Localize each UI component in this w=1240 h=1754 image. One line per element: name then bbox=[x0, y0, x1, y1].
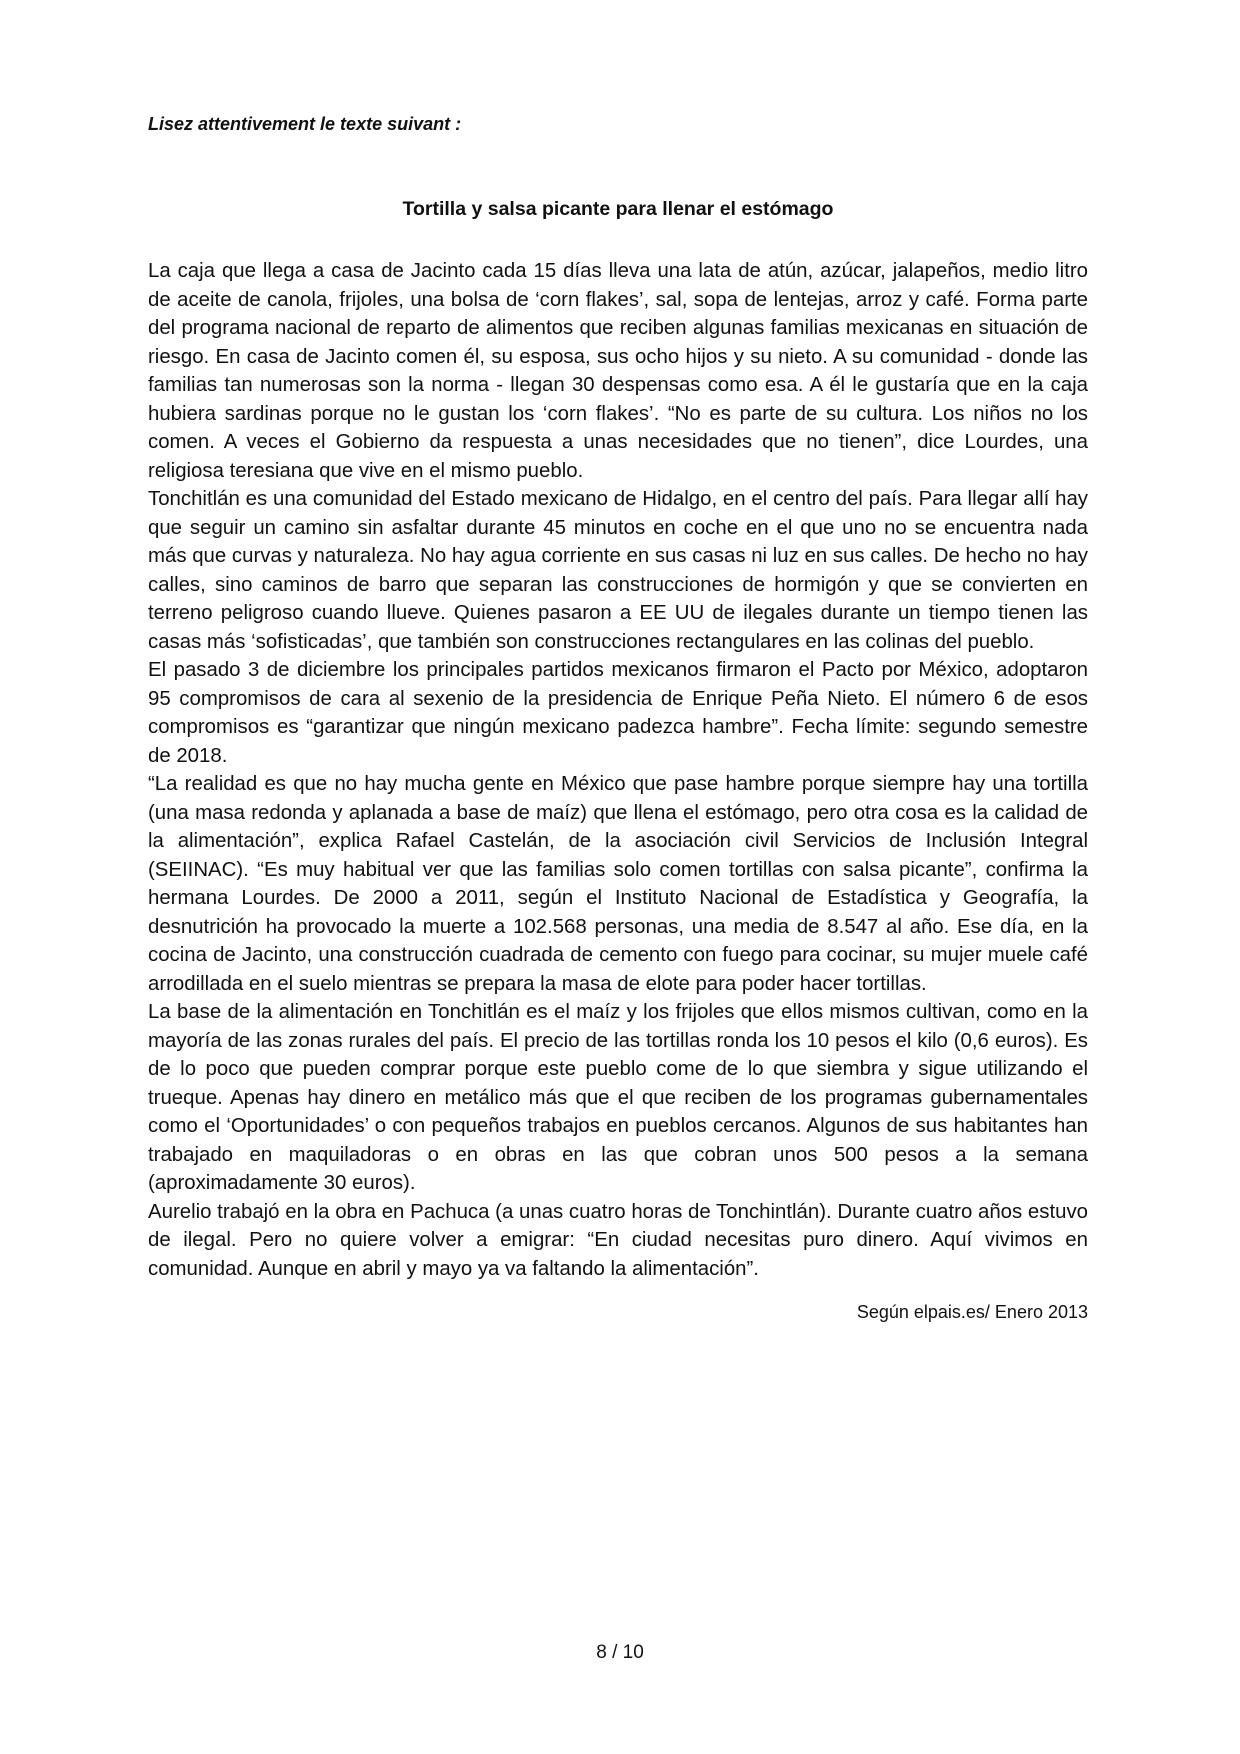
page-number: 8 / 10 bbox=[596, 1642, 644, 1663]
article-paragraph: El pasado 3 de diciembre los principales partidos mexicanos firmaron el Pacto por México, adoptaron 95 compromisos de cara al sexenio de la presidencia de Enrique Peña Nieto. El número 6 de esos compromisos es “garantizar que ningún mexicano padezca hambre”. Fecha límite: segundo semestre de 2018. bbox=[148, 659, 1088, 767]
article-paragraph: La base de la alimentación en Tonchitlán es el maíz y los frijoles que ellos mismos cultivan, como en la mayoría de las zonas rurales del país. El precio de las tortillas ronda los 10 pesos el kilo (0,6 euros). Es de lo poco que pueden comprar porque este pueblo come de lo que siembra y sigue utilizando el trueque. Apenas hay dinero en metálico más que el que reciben de los programas gubernamentales como el ‘Oportunidades’ o con pequeños trabajos en pueblos cercanos. Algunos de sus habitantes han trabajado en maquiladoras o en obras en las que cobran unos 500 pesos a la semana (aproximadamente 30 euros). bbox=[148, 1001, 1088, 1194]
article-paragraph: “La realidad es que no hay mucha gente en México que pase hambre porque siempre hay una tortilla (una masa redonda y aplanada a base de maíz) que llena el estómago, pero otra cosa es la calidad de la alimentación”, explica Rafael Castelán, de la asociación civil Servicios de Inclusión Integral (SEIINAC). “Es muy habitual ver que las familias solo comen tortillas con salsa picante”, confirma la hermana Lourdes. De 2000 a 2011, según el Instituto Nacional de Estadística y Geografía, la desnutrición ha provocado la muerte a 102.568 personas, una media de 8.547 al año. Ese día, en la cocina de Jacinto, una construcción cuadrada de cemento con fuego para cocinar, su mujer muele café arrodillada en el suelo mientras se prepara la masa de elote para poder hacer tortillas. bbox=[148, 773, 1088, 995]
source-citation: Según elpais.es/ Enero 2013 bbox=[856, 1302, 1088, 1322]
article-paragraph: La caja que llega a casa de Jacinto cada 15 días lleva una lata de atún, azúcar, jalapeños, medio litro de aceite de canola, frijoles, una bolsa de ‘corn flakes’, sal, sopa de lentejas, arroz y café. Forma parte del programa nacional de reparto de alimentos que reciben algunas familias mexicanas en situación de riesgo. En casa de Jacinto comen él, su esposa, sus ocho hijos y su nieto. A su comunidad - donde las familias tan numerosas son la norma - llegan 30 despensas como esa. A él le gustaría que en la caja hubiera sardinas porque no le gustan los ‘corn flakes’. “No es parte de su cultura. Los niños no los comen. A veces el Gobierno da respuesta a unas necesidades que no tienen”, dice Lourdes, una religiosa teresiana que vive en el mismo pueblo. bbox=[148, 260, 1088, 482]
article-paragraph: Aurelio trabajó en la obra en Pachuca (a unas cuatro horas de Tonchintlán). Durante cuatro años estuvo de ilegal. Pero no quiere volver a emigrar: “En ciudad necesitas puro dinero. Aquí vivimos en comunidad. Aunque en abril y mayo ya va faltando la alimentación”. bbox=[148, 1200, 1088, 1280]
article-body bbox=[148, 257, 1088, 1283]
article-paragraph: Tonchitlán es una comunidad del Estado mexicano de Hidalgo, en el centro del país. Para llegar allí hay que seguir un camino sin asfaltar durante 45 minutos en coche en el que uno no se encuentra nada más que curvas y naturaleza. No hay agua corriente en sus casas ni luz en sus calles. De hecho no hay calles, sino caminos de barro que separan las construcciones de hormigón y que se convierten en terreno peligroso cuando llueve. Quienes pasaron a EE UU de ilegales durante un tiempo tienen las casas más ‘sofisticadas’, que también son construcciones rectangulares en las colinas del pueblo. bbox=[148, 488, 1088, 653]
instruction-text: Lisez attentivement le texte suivant : bbox=[148, 114, 462, 134]
article-title: Tortilla y salsa picante para llenar el estómago bbox=[402, 198, 834, 220]
